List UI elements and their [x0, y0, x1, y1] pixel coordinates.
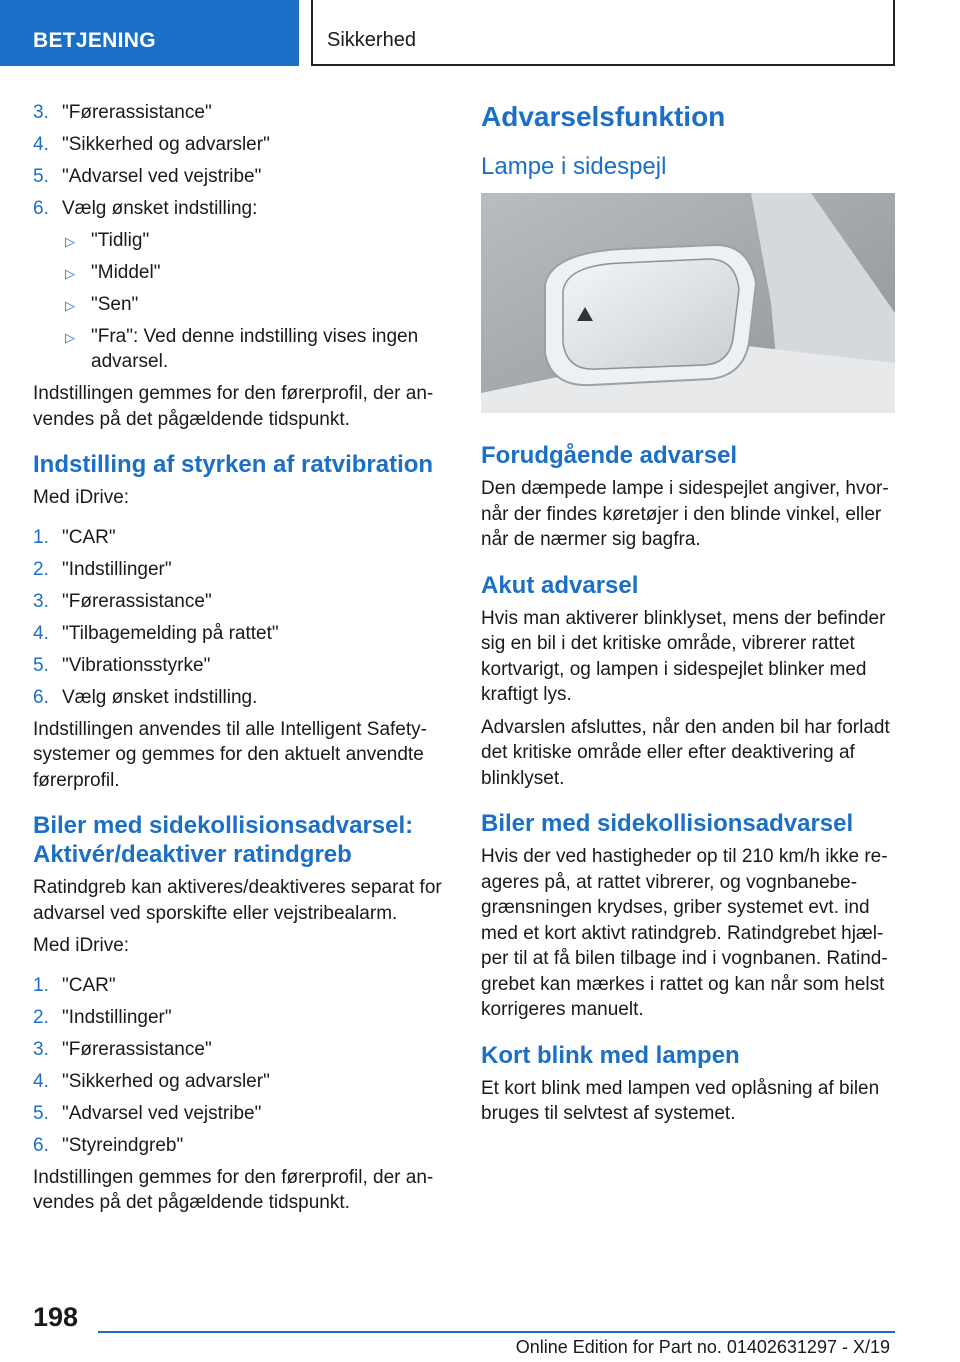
list-item: [33, 196, 443, 221]
list-item: [33, 973, 443, 998]
note-paragraph: Indstillingen anvendes til alle Intelligent Safety-systemer og gemmes for den aktuelt anvendte førerprofil.: [33, 718, 427, 791]
list-text: "Førerassistance": [62, 102, 212, 123]
list-item: [62, 324, 443, 374]
list-item: [62, 228, 443, 253]
list-text: "Sikkerhed og advarsler": [62, 1070, 270, 1092]
triangle-bullet-icon: ▷: [65, 234, 75, 249]
chapter-header: [311, 0, 895, 66]
steps-list-mid: [33, 525, 443, 710]
list-number: 4.: [33, 622, 49, 644]
list-item: [33, 100, 443, 125]
list-number: 3.: [33, 1038, 49, 1060]
right-column: [481, 100, 895, 1134]
list-item: [33, 557, 443, 582]
list-item: [62, 260, 443, 285]
list-item: [33, 164, 443, 189]
list-item: [33, 525, 443, 550]
list-number: 2.: [33, 1006, 49, 1028]
list-text: "Førerassistance": [62, 590, 212, 612]
triangle-bullet-icon: ▷: [65, 330, 75, 345]
note-paragraph: Indstillingen gemmes for den førerprofil, der an-vendes på det pågældende tidspunkt.: [33, 1166, 434, 1213]
list-number: 1.: [33, 526, 49, 548]
body-paragraph: Hvis der ved hastigheder op til 210 km/h ikke re-ageres på, at rattet vibrerer, og vognbanebe-grænsningen krydses, griber systemet evt. ind med et kort aktivt ratindgreb. Ratindgrebet hjæl-per til at få bilen tilbage ind i vognbanen. Ratind-grebet kan mærkes i rattet og kan når som helst korrigeres manuelt.: [481, 846, 888, 1020]
list-item: [33, 653, 443, 678]
body-paragraph: Den dæmpede lampe i sidespejlet angiver, hvor-når der findes køretøjer i den blinde vinkel, eller når de nærmer sig bagfra.: [481, 478, 889, 550]
triangle-bullet-icon: ▷: [65, 298, 75, 313]
steps-list-bottom: [33, 973, 443, 1158]
sub-heading: Lampe i sidespejl: [481, 153, 667, 180]
list-text: "CAR": [62, 526, 116, 548]
sub-section-heading: Biler med sidekollisionsadvarsel: [481, 810, 854, 837]
main-heading: Advarselsfunktion: [481, 101, 726, 132]
body-paragraph: Ratindgreb kan aktiveres/deaktiveres separat for advarsel ved sporskifte eller vejstribealarm.: [33, 877, 442, 924]
section-label: BETJENING: [33, 29, 156, 52]
list-number: 4.: [33, 134, 49, 155]
sub-section-heading: Forudgående advarsel: [481, 442, 738, 469]
list-item: [33, 1133, 443, 1158]
list-item: [33, 1037, 443, 1062]
list-item: [33, 621, 443, 646]
section-heading: Biler med sidekollisionsadvarsel: Aktivér/deaktiver ratindgreb: [33, 812, 414, 868]
list-number: 6.: [33, 686, 49, 708]
list-text: "Vibrationsstyrke": [62, 654, 211, 676]
list-item: [33, 685, 443, 710]
list-text: "Førerassistance": [62, 1038, 212, 1060]
list-text: "Tidlig": [91, 230, 150, 251]
triangle-bullet-icon: ▷: [65, 266, 75, 281]
list-text: "Advarsel ved vejstribe": [62, 1102, 262, 1124]
side-mirror-illustration: [481, 193, 895, 413]
list-item: [33, 1101, 443, 1126]
list-text: Vælg ønsket indstilling:: [62, 198, 258, 219]
list-text: "Advarsel ved vejstribe": [62, 166, 262, 187]
list-number: 5.: [33, 166, 49, 187]
section-heading: Indstilling af styrken af ratvibration: [33, 451, 434, 478]
list-number: 6.: [33, 1134, 49, 1156]
list-text: "Styreindgreb": [62, 1134, 184, 1156]
footer-divider: [98, 1331, 895, 1333]
list-text: Vælg ønsket indstilling.: [62, 686, 258, 708]
list-item: [33, 589, 443, 614]
list-number: 2.: [33, 558, 49, 580]
body-paragraph: Hvis man aktiverer blinklyset, mens der befinder sig en bil i det kritiske område, vibrerer rattet kortvarigt, og lampen i sidespejlet blinker med kraftigt lys.: [481, 607, 886, 705]
list-text: "Sikkerhed og advarsler": [62, 134, 270, 155]
list-item: [33, 1069, 443, 1094]
list-number: 5.: [33, 654, 49, 676]
body-paragraph: Advarslen afsluttes, når den anden bil har forladt det kritiske område eller efter deaktivering af blinklyset.: [481, 716, 890, 789]
idrive-label: Med iDrive:: [33, 935, 130, 956]
list-number: 5.: [33, 1102, 49, 1124]
sub-section-heading: Kort blink med lampen: [481, 1041, 740, 1069]
steps-list-top: [33, 100, 443, 221]
sub-section-heading: Akut advarsel: [481, 571, 639, 599]
chapter-title: Sikkerhed: [327, 29, 416, 51]
list-text: "Indstillinger": [62, 558, 172, 580]
list-text: "Sen": [91, 294, 139, 315]
edition-text: Online Edition for Part no. 01402631297 - X/19: [515, 1337, 890, 1357]
list-item: [62, 292, 443, 317]
list-number: 3.: [33, 102, 49, 123]
section-tab: [0, 0, 299, 66]
body-paragraph: Et kort blink med lampen ved oplåsning af bilen bruges til selvtest af systemet.: [481, 1077, 880, 1124]
list-number: 3.: [33, 590, 49, 612]
list-number: 4.: [33, 1070, 49, 1092]
idrive-label: Med iDrive:: [33, 487, 130, 508]
list-text: "Fra": Ved denne indstilling vises ingen advarsel.: [91, 326, 419, 372]
list-text: "Indstillinger": [62, 1006, 172, 1028]
list-number: 6.: [33, 198, 49, 219]
list-text: "Tilbagemelding på rattet": [62, 622, 279, 644]
left-column: [33, 100, 443, 1223]
list-item: [33, 1005, 443, 1030]
list-text: "Middel": [91, 262, 161, 283]
list-text: "CAR": [62, 974, 116, 996]
note-paragraph: Indstillingen gemmes for den førerprofil, der an-vendes på det pågældende tidspunkt.: [33, 383, 434, 430]
list-number: 1.: [33, 974, 49, 996]
option-sublist: [62, 228, 443, 374]
page-number: 198: [33, 1302, 79, 1332]
list-item: [33, 132, 443, 157]
